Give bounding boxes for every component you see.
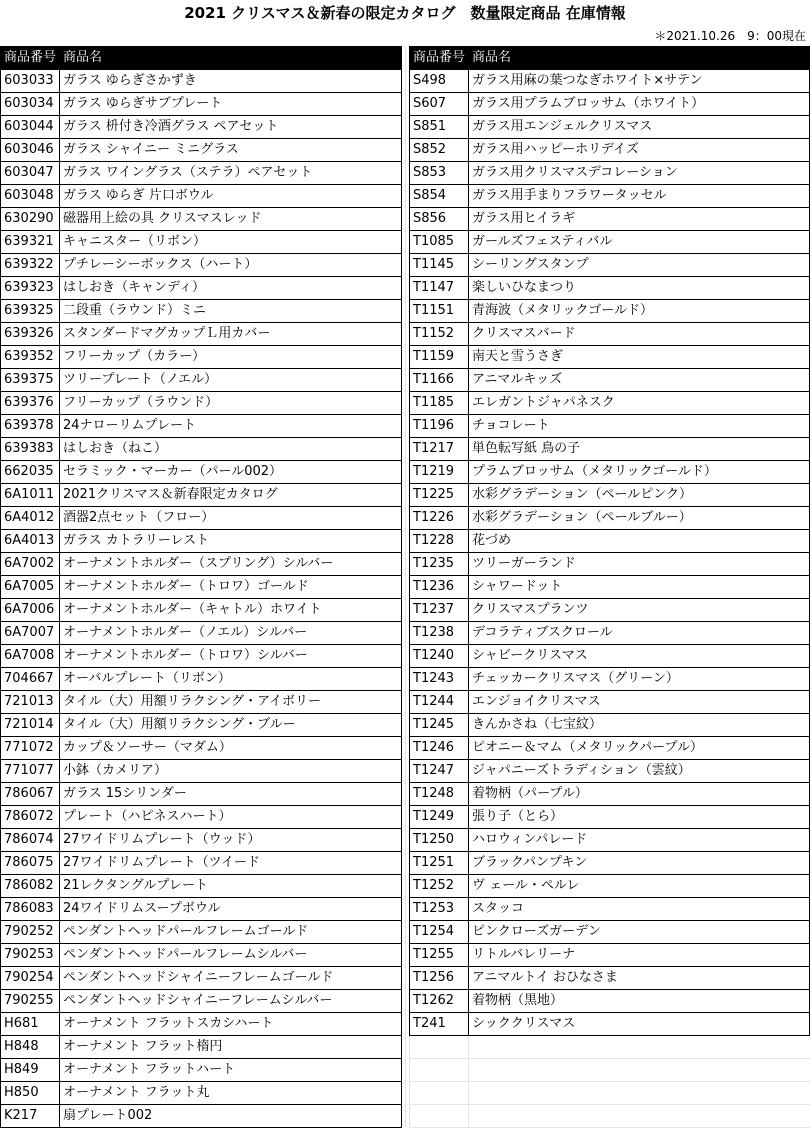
product-code-cell: 639323	[1, 277, 60, 300]
product-name-cell: オーナメントホルダー（スプリング）シルバー	[60, 553, 402, 576]
product-code-cell: K217	[1, 1105, 60, 1128]
product-name-cell: ガラス 枡付き冷酒グラス ペアセット	[60, 116, 402, 139]
product-code-cell: T1166	[410, 369, 469, 392]
table-row	[410, 783, 810, 806]
product-name-cell: 青海波（メタリックゴールド）	[469, 300, 810, 323]
product-name-cell: ジャパニーズトラディション（雲紋）	[469, 760, 810, 783]
right-table-body	[410, 70, 810, 1128]
product-name-cell: デコラティブスクロール	[469, 622, 810, 645]
table-row	[410, 921, 810, 944]
product-code-cell: 639376	[1, 392, 60, 415]
product-name-cell: クリスマスプランツ	[469, 599, 810, 622]
product-code-cell: 6A4013	[1, 530, 60, 553]
product-name-cell: カップ＆ソーサー（マダム）	[60, 737, 402, 760]
table-row	[1, 944, 402, 967]
product-name-cell: プチレーシーボックス（ハート）	[60, 254, 402, 277]
product-name-cell: ペンダントヘッドパールフレームシルバー	[60, 944, 402, 967]
product-code-cell: T1255	[410, 944, 469, 967]
product-code-cell: T1226	[410, 507, 469, 530]
product-name-cell: 27ワイドリムプレート（ウッド）	[60, 829, 402, 852]
table-row	[410, 415, 810, 438]
product-name-cell: シャワードット	[469, 576, 810, 599]
product-name-cell: アニマルキッズ	[469, 369, 810, 392]
empty-cell	[410, 1059, 469, 1082]
product-code-cell: T1249	[410, 806, 469, 829]
table-row	[1, 1082, 402, 1105]
header-product-code: 商品番号	[410, 47, 469, 70]
table-row	[1, 530, 402, 553]
product-code-cell: T1235	[410, 553, 469, 576]
product-code-cell: 786083	[1, 898, 60, 921]
product-code-cell: 6A7006	[1, 599, 60, 622]
table-row	[410, 944, 810, 967]
table-row	[410, 231, 810, 254]
product-name-cell: オーナメント フラットスカシハート	[60, 1013, 402, 1036]
product-code-cell: 786074	[1, 829, 60, 852]
product-name-cell: 水彩グラデーション（ペールピンク）	[469, 484, 810, 507]
table-row	[410, 392, 810, 415]
table-row	[410, 553, 810, 576]
product-name-cell: 単色転写紙 鳥の子	[469, 438, 810, 461]
product-name-cell: オーナメントホルダー（キャトル）ホワイト	[60, 599, 402, 622]
table-row	[410, 668, 810, 691]
product-code-cell: S498	[410, 70, 469, 93]
product-code-cell: 630290	[1, 208, 60, 231]
product-name-cell: セラミック・マーカー（パール002）	[60, 461, 402, 484]
product-code-cell: 603047	[1, 162, 60, 185]
table-row	[410, 760, 810, 783]
product-code-cell: 603048	[1, 185, 60, 208]
empty-cell	[469, 1036, 810, 1059]
product-code-cell: T1252	[410, 875, 469, 898]
product-name-cell: ペンダントヘッドシャイニーフレームシルバー	[60, 990, 402, 1013]
empty-cell	[469, 1105, 810, 1128]
product-code-cell: H848	[1, 1036, 60, 1059]
product-code-cell: 6A4012	[1, 507, 60, 530]
table-row	[1, 622, 402, 645]
empty-cell	[469, 1082, 810, 1105]
product-code-cell: 6A7005	[1, 576, 60, 599]
product-name-cell: ガラス ゆらぎさかずき	[60, 70, 402, 93]
product-name-cell: ピンクローズガーデン	[469, 921, 810, 944]
table-row	[1, 93, 402, 116]
product-name-cell: キャニスター（リボン）	[60, 231, 402, 254]
product-code-cell: T1243	[410, 668, 469, 691]
table-row	[1, 990, 402, 1013]
table-row	[1, 1059, 402, 1082]
product-code-cell: 639352	[1, 346, 60, 369]
table-row	[1, 921, 402, 944]
table-row	[1, 967, 402, 990]
product-code-cell: S856	[410, 208, 469, 231]
table-row	[410, 369, 810, 392]
product-code-cell: 790254	[1, 967, 60, 990]
product-name-cell: ヴ ェール・ペルレ	[469, 875, 810, 898]
product-code-cell: T1159	[410, 346, 469, 369]
product-name-cell: 張り子（とら）	[469, 806, 810, 829]
table-row	[1, 162, 402, 185]
table-row	[410, 461, 810, 484]
product-code-cell: T1152	[410, 323, 469, 346]
product-name-cell: オーナメント フラット丸	[60, 1082, 402, 1105]
table-row	[1, 415, 402, 438]
product-name-cell: ピオニー＆マム（メタリックパープル）	[469, 737, 810, 760]
table-row	[410, 622, 810, 645]
product-name-cell: ガラス用プラムブロッサム（ホワイト）	[469, 93, 810, 116]
product-name-cell: きんかさね（七宝紋）	[469, 714, 810, 737]
header-product-name: 商品名	[60, 47, 402, 70]
product-code-cell: S854	[410, 185, 469, 208]
header-product-code: 商品番号	[1, 47, 60, 70]
product-name-cell: 楽しいひなまつり	[469, 277, 810, 300]
table-row	[410, 346, 810, 369]
table-row	[1, 392, 402, 415]
product-name-cell: オーナメントホルダー（トロワ）シルバー	[60, 645, 402, 668]
product-code-cell: 721014	[1, 714, 60, 737]
table-row	[1, 783, 402, 806]
table-row	[1, 116, 402, 139]
product-name-cell: ガラス ゆらぎサブプレート	[60, 93, 402, 116]
product-code-cell: T1262	[410, 990, 469, 1013]
table-row	[1, 852, 402, 875]
product-name-cell: フリーカップ（カラー）	[60, 346, 402, 369]
product-name-cell: 花づめ	[469, 530, 810, 553]
table-row	[1, 277, 402, 300]
table-row	[410, 208, 810, 231]
product-code-cell: 786072	[1, 806, 60, 829]
product-name-cell: スタッコ	[469, 898, 810, 921]
table-row	[410, 714, 810, 737]
product-code-cell: 6A7002	[1, 553, 60, 576]
product-name-cell: タイル（大）用額リラクシング・アイボリー	[60, 691, 402, 714]
page-title: 2021 クリスマス＆新春の限定カタログ 数量限定商品 在庫情報	[184, 4, 626, 22]
product-name-cell: 27ワイドリムプレート（ツイード	[60, 852, 402, 875]
product-name-cell: 着物柄（パープル）	[469, 783, 810, 806]
right-table	[409, 46, 810, 1128]
product-code-cell: T1248	[410, 783, 469, 806]
product-code-cell: T1145	[410, 254, 469, 277]
table-row	[410, 185, 810, 208]
product-name-cell: ペンダントヘッドパールフレームゴールド	[60, 921, 402, 944]
table-row	[410, 254, 810, 277]
product-name-cell: 二段重（ラウンド）ミニ	[60, 300, 402, 323]
product-code-cell: T1246	[410, 737, 469, 760]
product-name-cell: ガールズフェスティバル	[469, 231, 810, 254]
product-code-cell: T1219	[410, 461, 469, 484]
product-code-cell: 603046	[1, 139, 60, 162]
product-code-cell: 6A7007	[1, 622, 60, 645]
table-row	[410, 300, 810, 323]
product-name-cell: クリスマスバード	[469, 323, 810, 346]
product-name-cell: リトルバレリーナ	[469, 944, 810, 967]
header-row	[410, 47, 810, 70]
product-name-cell: アニマルトイ おひなさま	[469, 967, 810, 990]
product-name-cell: フリーカップ（ラウンド）	[60, 392, 402, 415]
product-code-cell: 721013	[1, 691, 60, 714]
product-code-cell: T1236	[410, 576, 469, 599]
table-row	[410, 323, 810, 346]
product-code-cell: T1247	[410, 760, 469, 783]
empty-row	[410, 1105, 810, 1128]
product-code-cell: T1151	[410, 300, 469, 323]
product-code-cell: T1250	[410, 829, 469, 852]
table-row	[1, 231, 402, 254]
product-code-cell: 639321	[1, 231, 60, 254]
product-code-cell: T241	[410, 1013, 469, 1036]
product-name-cell: オーナメント フラット楕円	[60, 1036, 402, 1059]
product-name-cell: はしおき（ねこ）	[60, 438, 402, 461]
product-code-cell: 704667	[1, 668, 60, 691]
product-code-cell: 639378	[1, 415, 60, 438]
table-row	[410, 1013, 810, 1036]
table-row	[410, 116, 810, 139]
table-row	[410, 576, 810, 599]
table-row	[410, 599, 810, 622]
header-product-name: 商品名	[469, 47, 810, 70]
table-row	[1, 668, 402, 691]
product-name-cell: 水彩グラデーション（ペールブルー）	[469, 507, 810, 530]
product-name-cell: ガラス カトラリーレスト	[60, 530, 402, 553]
product-name-cell: ペンダントヘッドシャイニーフレームゴールド	[60, 967, 402, 990]
product-name-cell: ガラス ワイングラス（ステラ）ペアセット	[60, 162, 402, 185]
product-name-cell: 24ナローリムプレート	[60, 415, 402, 438]
table-row	[1, 898, 402, 921]
table-row	[410, 139, 810, 162]
product-code-cell: 790253	[1, 944, 60, 967]
product-code-cell: T1238	[410, 622, 469, 645]
table-row	[1, 714, 402, 737]
table-row	[1, 1105, 402, 1128]
product-name-cell: ガラス用手まりフラワータッセル	[469, 185, 810, 208]
product-name-cell: プレート（ハピネスハート）	[60, 806, 402, 829]
product-name-cell: ガラス ゆらぎ 片口ボウル	[60, 185, 402, 208]
product-name-cell: タイル（大）用額リラクシング・ブルー	[60, 714, 402, 737]
table-row	[1, 599, 402, 622]
table-row	[410, 990, 810, 1013]
left-table	[0, 46, 402, 1128]
product-code-cell: 790255	[1, 990, 60, 1013]
table-row	[410, 645, 810, 668]
table-row	[410, 898, 810, 921]
product-name-cell: 酒器2点セット（フロー）	[60, 507, 402, 530]
product-code-cell: 639383	[1, 438, 60, 461]
product-code-cell: H850	[1, 1082, 60, 1105]
product-name-cell: ガラス用ヒイラギ	[469, 208, 810, 231]
table-row	[1, 691, 402, 714]
product-code-cell: T1253	[410, 898, 469, 921]
product-name-cell: ガラス 15シリンダー	[60, 783, 402, 806]
product-name-cell: はしおき（キャンディ）	[60, 277, 402, 300]
header-row	[1, 47, 402, 70]
product-code-cell: 771072	[1, 737, 60, 760]
table-row	[410, 967, 810, 990]
product-name-cell: 着物柄（黒地）	[469, 990, 810, 1013]
table-row	[1, 461, 402, 484]
empty-row	[410, 1082, 810, 1105]
product-name-cell: ガラス シャイニー ミニグラス	[60, 139, 402, 162]
table-row	[1, 829, 402, 852]
table-row	[410, 507, 810, 530]
product-code-cell: 662035	[1, 461, 60, 484]
table-row	[410, 162, 810, 185]
table-row	[1, 254, 402, 277]
product-name-cell: ガラス用クリスマスデコレーション	[469, 162, 810, 185]
product-name-cell: シャビークリスマス	[469, 645, 810, 668]
table-row	[1, 438, 402, 461]
product-code-cell: T1196	[410, 415, 469, 438]
table-row	[410, 875, 810, 898]
table-row	[410, 806, 810, 829]
table-row	[410, 70, 810, 93]
product-name-cell: チョコレート	[469, 415, 810, 438]
product-name-cell: 2021クリスマス＆新春限定カタログ	[60, 484, 402, 507]
table-row	[1, 645, 402, 668]
product-code-cell: T1245	[410, 714, 469, 737]
product-code-cell: 786067	[1, 783, 60, 806]
table-row	[410, 93, 810, 116]
empty-cell	[410, 1036, 469, 1059]
product-name-cell: シッククリスマス	[469, 1013, 810, 1036]
left-table-body	[1, 70, 402, 1128]
product-name-cell: オーナメント フラットハート	[60, 1059, 402, 1082]
table-row	[1, 760, 402, 783]
table-row	[1, 139, 402, 162]
product-name-cell: ガラス用ハッピーホリデイズ	[469, 139, 810, 162]
product-code-cell: 771077	[1, 760, 60, 783]
product-code-cell: T1254	[410, 921, 469, 944]
product-code-cell: S853	[410, 162, 469, 185]
product-name-cell: 磁器用上絵の具 クリスマスレッド	[60, 208, 402, 231]
product-name-cell: スタンダードマグカップＬ用カバー	[60, 323, 402, 346]
product-code-cell: T1085	[410, 231, 469, 254]
empty-cell	[469, 1059, 810, 1082]
product-code-cell: T1185	[410, 392, 469, 415]
product-name-cell: ツリープレート（ノエル）	[60, 369, 402, 392]
product-code-cell: 603044	[1, 116, 60, 139]
table-row	[1, 737, 402, 760]
product-name-cell: プラムブロッサム（メタリックゴールド）	[469, 461, 810, 484]
product-code-cell: 6A7008	[1, 645, 60, 668]
product-code-cell: T1251	[410, 852, 469, 875]
table-row	[410, 691, 810, 714]
table-row	[410, 829, 810, 852]
product-code-cell: 603034	[1, 93, 60, 116]
product-name-cell: ガラス用麻の葉つなぎホワイト×サテン	[469, 70, 810, 93]
date-note: ＊2021.10.26 9：00現在	[654, 29, 806, 43]
table-row	[410, 852, 810, 875]
product-name-cell: 24ワイドリムスープボウル	[60, 898, 402, 921]
empty-row	[410, 1059, 810, 1082]
empty-cell	[410, 1105, 469, 1128]
product-code-cell: 639375	[1, 369, 60, 392]
table-row	[1, 806, 402, 829]
product-code-cell: T1240	[410, 645, 469, 668]
product-name-cell: 南天と雪うさぎ	[469, 346, 810, 369]
product-code-cell: 786082	[1, 875, 60, 898]
product-code-cell: 790252	[1, 921, 60, 944]
product-name-cell: オーバルプレート（リボン）	[60, 668, 402, 691]
table-row	[1, 369, 402, 392]
empty-row	[410, 1036, 810, 1059]
product-name-cell: チェッカークリスマス（グリーン）	[469, 668, 810, 691]
product-code-cell: S851	[410, 116, 469, 139]
table-row	[1, 323, 402, 346]
product-name-cell: シーリングスタンプ	[469, 254, 810, 277]
table-row	[1, 507, 402, 530]
table-row	[410, 530, 810, 553]
table-row	[1, 484, 402, 507]
product-name-cell: エンジョイクリスマス	[469, 691, 810, 714]
product-name-cell: 小鉢（カメリア）	[60, 760, 402, 783]
product-code-cell: 786075	[1, 852, 60, 875]
product-code-cell: T1225	[410, 484, 469, 507]
product-code-cell: T1147	[410, 277, 469, 300]
table-row	[410, 737, 810, 760]
table-row	[1, 553, 402, 576]
product-code-cell: T1244	[410, 691, 469, 714]
product-code-cell: T1256	[410, 967, 469, 990]
product-code-cell: 6A1011	[1, 484, 60, 507]
product-code-cell: H849	[1, 1059, 60, 1082]
table-row	[1, 185, 402, 208]
product-name-cell: オーナメントホルダー（ノエル）シルバー	[60, 622, 402, 645]
product-code-cell: S607	[410, 93, 469, 116]
product-code-cell: 639326	[1, 323, 60, 346]
product-code-cell: 603033	[1, 70, 60, 93]
grid-line	[405, 46, 406, 1127]
table-row	[1, 1036, 402, 1059]
table-row	[410, 438, 810, 461]
product-name-cell: ツリーガーランド	[469, 553, 810, 576]
table-row	[1, 300, 402, 323]
product-code-cell: S852	[410, 139, 469, 162]
product-name-cell: ガラス用エンジェルクリスマス	[469, 116, 810, 139]
table-row	[1, 70, 402, 93]
product-name-cell: ハロウィンパレード	[469, 829, 810, 852]
product-code-cell: H681	[1, 1013, 60, 1036]
table-row	[410, 484, 810, 507]
product-code-cell: T1228	[410, 530, 469, 553]
product-name-cell: オーナメントホルダー（トロワ）ゴールド	[60, 576, 402, 599]
product-name-cell: 21レクタングルプレート	[60, 875, 402, 898]
product-code-cell: 639325	[1, 300, 60, 323]
product-name-cell: ブラックパンプキン	[469, 852, 810, 875]
product-code-cell: T1237	[410, 599, 469, 622]
empty-cell	[410, 1082, 469, 1105]
stock-sheet	[0, 46, 810, 1127]
table-row	[410, 277, 810, 300]
product-code-cell: T1217	[410, 438, 469, 461]
table-row	[1, 208, 402, 231]
product-name-cell: 扇プレート002	[60, 1105, 402, 1128]
table-row	[1, 576, 402, 599]
table-row	[1, 875, 402, 898]
product-name-cell: エレガントジャパネスク	[469, 392, 810, 415]
table-row	[1, 1013, 402, 1036]
table-row	[1, 346, 402, 369]
product-code-cell: 639322	[1, 254, 60, 277]
